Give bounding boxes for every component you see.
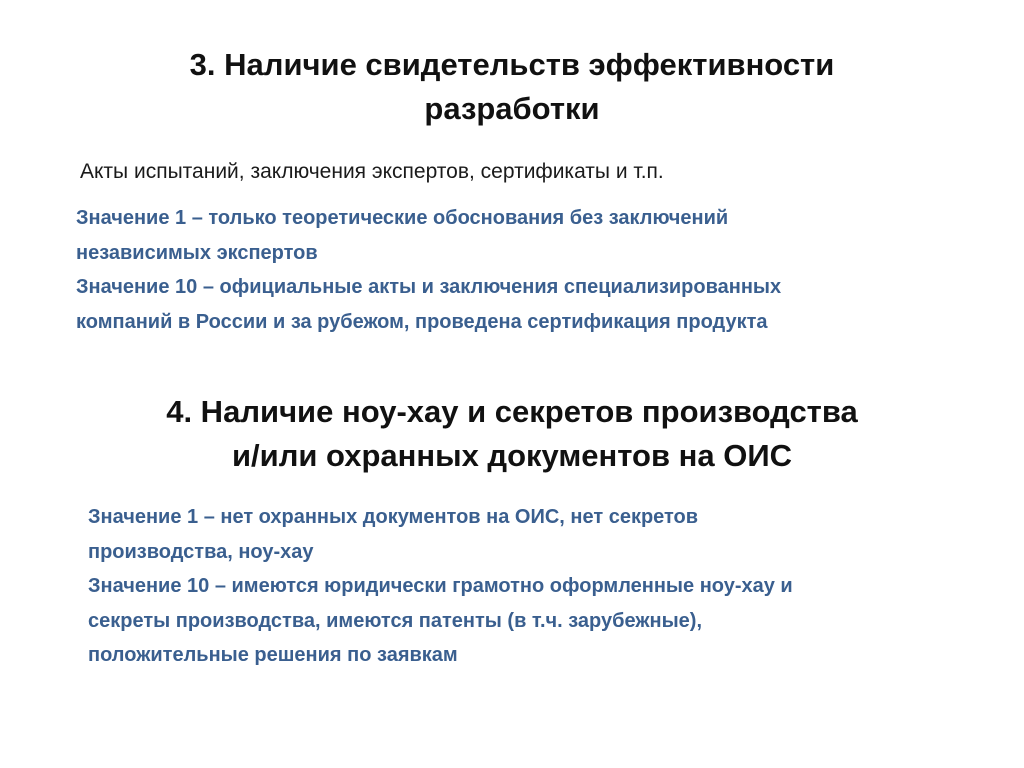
section-3-subtitle: Акты испытаний, заключения экспертов, сертификаты и т.п. <box>80 160 664 183</box>
section-3-title-line-1: 3. Наличие свидетельств эффективности <box>189 47 835 82</box>
section-4-value-line-2: производства, ноу-хау <box>88 540 314 563</box>
section-4-value-line-1: Значение 1 – нет охранных документов на ОИС, нет секретов <box>88 506 699 528</box>
section-3-value-line-2: независимых экспертов <box>76 241 318 264</box>
section-4-title-line-2: и/или охранных документов на ОИС <box>231 438 793 473</box>
section-3-values <box>76 201 781 339</box>
section-4-value-line-3: Значение 10 – имеются юридически грамотно оформленные ноу-хау и <box>88 575 793 597</box>
section-3-value-line-4: компаний в России и за рубежом, проведена сертификация продукта <box>76 310 768 333</box>
section-3-value-line-1: Значение 1 – только теоретические обоснования без заключений <box>76 207 729 229</box>
section-3-value-line-3: Значение 10 – официальные акты и заключения специализированных <box>76 276 782 298</box>
section-4-value-line-5: положительные решения по заявкам <box>88 644 458 666</box>
section-3-title-line-2: разработки <box>424 91 600 126</box>
section-4-value-line-4: секреты производства, имеются патенты (в т.ч. зарубежные), <box>88 609 703 632</box>
section-3-title <box>100 43 924 131</box>
section-4-values <box>88 500 793 673</box>
section-4-title <box>60 390 964 478</box>
section-4-title-line-1: 4. Наличие ноу-хау и секретов производства <box>166 394 858 429</box>
